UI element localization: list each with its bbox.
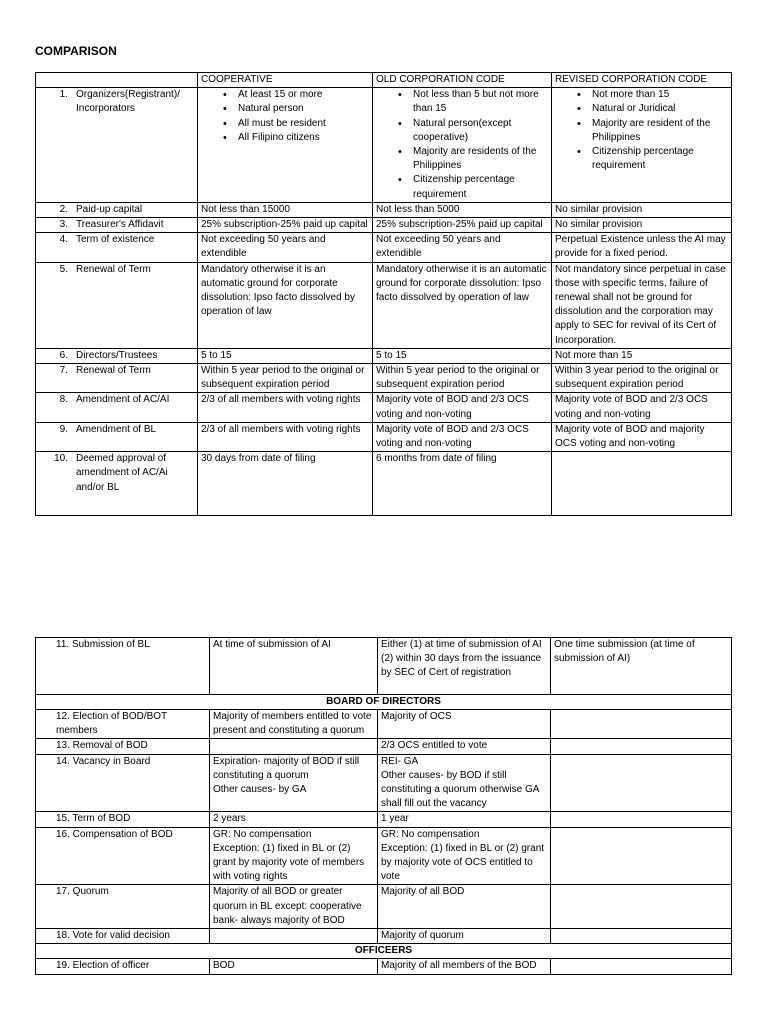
row-number: 5. (59, 263, 68, 275)
coop-cell (210, 929, 378, 944)
old-cell: 5 to 15 (373, 348, 552, 363)
comparison-table-2 (35, 637, 732, 710)
row-label: 13. Removal of BOD (36, 739, 210, 754)
old-cell: Not less than 5000 (373, 202, 552, 217)
row-label: Renewal of Term (76, 263, 151, 275)
row-number: 6. (59, 349, 68, 361)
row-number: 9. (59, 423, 68, 435)
table-row (36, 959, 732, 974)
coop-cell (210, 739, 378, 754)
revised-cell (551, 812, 732, 827)
coop-cell: GR: No compensation Exception: (1) fixed in BL or (2) grant by majority vote of members with voting rights (210, 827, 378, 885)
section-header-board (36, 695, 732, 710)
row-label: Organizers(Registrant)/ Incorporators (76, 89, 180, 115)
revised-cell: Majority vote of BOD and majority OCS voting and non-voting (552, 422, 732, 451)
table-row (36, 638, 732, 695)
row-number: 4. (59, 234, 68, 246)
list-item: • At least 15 or more (201, 88, 369, 102)
coop-cell: Expiration- majority of BOD if still constituting a quorum Other causes- by GA (210, 754, 378, 812)
coop-cell: Majority of members entitled to vote present and constituting a quorum (210, 710, 378, 739)
old-cell: Majority vote of BOD and 2/3 OCS voting and non-voting (373, 422, 552, 451)
old-cell: Majority vote of BOD and 2/3 OCS voting and non-voting (373, 393, 552, 422)
section-header-officers (36, 944, 732, 959)
row-label: Directors/Trustees (76, 349, 158, 361)
list-item: • Majority are residents of the Philippines (376, 145, 548, 173)
list-item: • Not less than 5 but not more than 15 (376, 88, 548, 116)
revised-cell: Not mandatory since perpetual in case those with specific terms, failure of renewal shall not be ground for dissolution and the corporation may apply to SEC for revival of its Cert of Incorporation. (552, 262, 732, 348)
list-item: • All must be resident (201, 117, 369, 131)
old-cell: Majority of all BOD (378, 885, 551, 929)
coop-cell: Not exceeding 50 years and extendible (198, 233, 373, 262)
row-label-cell (36, 262, 198, 348)
row-label: 12. Election of BOD/BOT members (36, 710, 210, 739)
coop-cell: Within 5 year period to the original or subsequent expiration period (198, 364, 373, 393)
coop-cell: 25% subscription-25% paid up capital (198, 218, 373, 233)
coop-cell: Mandatory otherwise it is an automatic ground for corporate dissolution: Ipso facto dissolved by operation of law (198, 262, 373, 348)
old-cell: Majority of OCS (378, 710, 551, 739)
coop-cell: At time of submission of AI (210, 638, 378, 695)
header-revised-code: REVISED CORPORATION CODE (552, 73, 732, 88)
table-row (36, 233, 732, 262)
old-cell: 25% subscription-25% paid up capital (373, 218, 552, 233)
header-cell-empty (36, 73, 198, 88)
coop-cell: 5 to 15 (198, 348, 373, 363)
old-cell: Within 5 year period to the original or subsequent expiration period (373, 364, 552, 393)
row-label: Deemed approval of amendment of AC/Ai and/or BL (76, 453, 168, 493)
old-cell: Either (1) at time of submission of AI (2) within 30 days from the issuance by SEC of Cert of registration (378, 638, 551, 695)
row-number: 3. (59, 219, 68, 231)
section-title: BOARD OF DIRECTORS (36, 695, 732, 710)
list-item: • Citizenship percentage requirement (555, 145, 728, 173)
row-label: Amendment of AC/AI (76, 394, 170, 406)
table-row (36, 739, 732, 754)
revised-cell (552, 88, 732, 203)
row-number: 8. (59, 394, 68, 406)
row-label: 14. Vacancy in Board (36, 754, 210, 812)
coop-cell: 2/3 of all members with voting rights (198, 422, 373, 451)
header-cooperative: COOPERATIVE (198, 73, 373, 88)
list-item: • Natural person(except cooperative) (376, 117, 548, 145)
table-row (36, 348, 732, 363)
page-title: COMPARISON (35, 44, 117, 58)
revised-cell: Majority vote of BOD and 2/3 OCS voting and non-voting (552, 393, 732, 422)
row-number: 2. (59, 203, 68, 215)
coop-list (201, 88, 369, 145)
table-row (36, 812, 732, 827)
revised-cell: Not more than 15 (552, 348, 732, 363)
table-row (36, 929, 732, 944)
row-label-cell (36, 218, 198, 233)
table-row (36, 393, 732, 422)
row-label: 18. Vote for valid decision (36, 929, 210, 944)
row-label-cell (36, 393, 198, 422)
list-item: • Citizenship percentage requirement (376, 173, 548, 201)
row-label: Term of existence (76, 234, 155, 246)
old-cell: 1 year (378, 812, 551, 827)
revised-cell: Perpetual Existence unless the AI may provide for a fixed period. (552, 233, 732, 262)
list-item: • Majority are resident of the Philippines (555, 117, 728, 145)
old-cell: Majority of quorum (378, 929, 551, 944)
table-row (36, 710, 732, 739)
coop-cell: Majority of all BOD or greater quorum in BL except: cooperative bank- always majority of BOD (210, 885, 378, 929)
revised-cell: No similar provision (552, 202, 732, 217)
table-row (36, 885, 732, 929)
old-list (376, 88, 548, 202)
coop-cell: 30 days from date of filing (198, 452, 373, 516)
old-cell: 6 months from date of filing (373, 452, 552, 516)
old-cell: 2/3 OCS entitled to vote (378, 739, 551, 754)
list-item: • Not more than 15 (555, 88, 728, 102)
row-number: 1. (59, 89, 68, 101)
row-number: 10. (54, 453, 68, 465)
list-item: • All Filipino citizens (201, 131, 369, 145)
row-label-cell (36, 233, 198, 262)
row-label-cell (36, 348, 198, 363)
coop-cell: 2 years (210, 812, 378, 827)
table-row (36, 452, 732, 516)
revised-cell (551, 827, 732, 885)
coop-cell: BOD (210, 959, 378, 974)
revised-cell (551, 710, 732, 739)
revised-cell (551, 754, 732, 812)
table-row (36, 88, 732, 203)
row-label: 11. Submission of BL (36, 638, 210, 695)
row-label: 17. Quorum (36, 885, 210, 929)
revised-cell (551, 739, 732, 754)
table-row (36, 202, 732, 217)
table-header-row (36, 73, 732, 88)
table-row (36, 364, 732, 393)
revised-cell (551, 885, 732, 929)
row-label: 19. Election of officer (36, 959, 210, 974)
row-label-cell (36, 202, 198, 217)
coop-cell: Not less than 15000 (198, 202, 373, 217)
old-cell: GR: No compensation Exception: (1) fixed in BL or (2) grant by majority vote of OCS entitled to vote (378, 827, 551, 885)
row-label: Paid-up capital (76, 203, 143, 215)
table-row (36, 422, 732, 451)
row-label-cell (36, 364, 198, 393)
row-label-cell (36, 452, 198, 516)
revised-cell: No similar provision (552, 218, 732, 233)
revised-cell (551, 959, 732, 974)
table-row (36, 262, 732, 348)
coop-cell (198, 88, 373, 203)
row-label-cell (36, 88, 198, 203)
coop-cell: 2/3 of all members with voting rights (198, 393, 373, 422)
revised-cell: Within 3 year period to the original or subsequent expiration period (552, 364, 732, 393)
section-title: OFFICEERS (36, 944, 732, 959)
header-old-code: OLD CORPORATION CODE (373, 73, 552, 88)
list-item: • Natural person (201, 102, 369, 116)
list-item: • Natural or Juridical (555, 102, 728, 116)
row-label-cell (36, 422, 198, 451)
table-row (36, 218, 732, 233)
row-label: 15. Term of BOD (36, 812, 210, 827)
old-cell: REI- GA Other causes- by BOD if still constituting a quorum otherwise GA shall fill out the vacancy (378, 754, 551, 812)
old-cell (373, 88, 552, 203)
table-row (36, 754, 732, 812)
old-cell: Majority of all members of the BOD (378, 959, 551, 974)
comparison-table-3 (35, 709, 732, 975)
revised-cell (551, 929, 732, 944)
revised-cell (552, 452, 732, 516)
old-cell: Mandatory otherwise it is an automatic ground for corporate dissolution: Ipso facto dissolved by operation of law (373, 262, 552, 348)
row-number: 7. (59, 365, 68, 377)
row-label: Renewal of Term (76, 365, 151, 377)
revised-list (555, 88, 728, 173)
row-label: 16. Compensation of BOD (36, 827, 210, 885)
table-row (36, 827, 732, 885)
old-cell: Not exceeding 50 years and extendible (373, 233, 552, 262)
comparison-table-1 (35, 72, 732, 516)
row-label: Treasurer's Affidavit (76, 219, 164, 231)
revised-cell: One time submission (at time of submission of AI) (551, 638, 732, 695)
row-label: Amendment of BL (76, 423, 157, 435)
